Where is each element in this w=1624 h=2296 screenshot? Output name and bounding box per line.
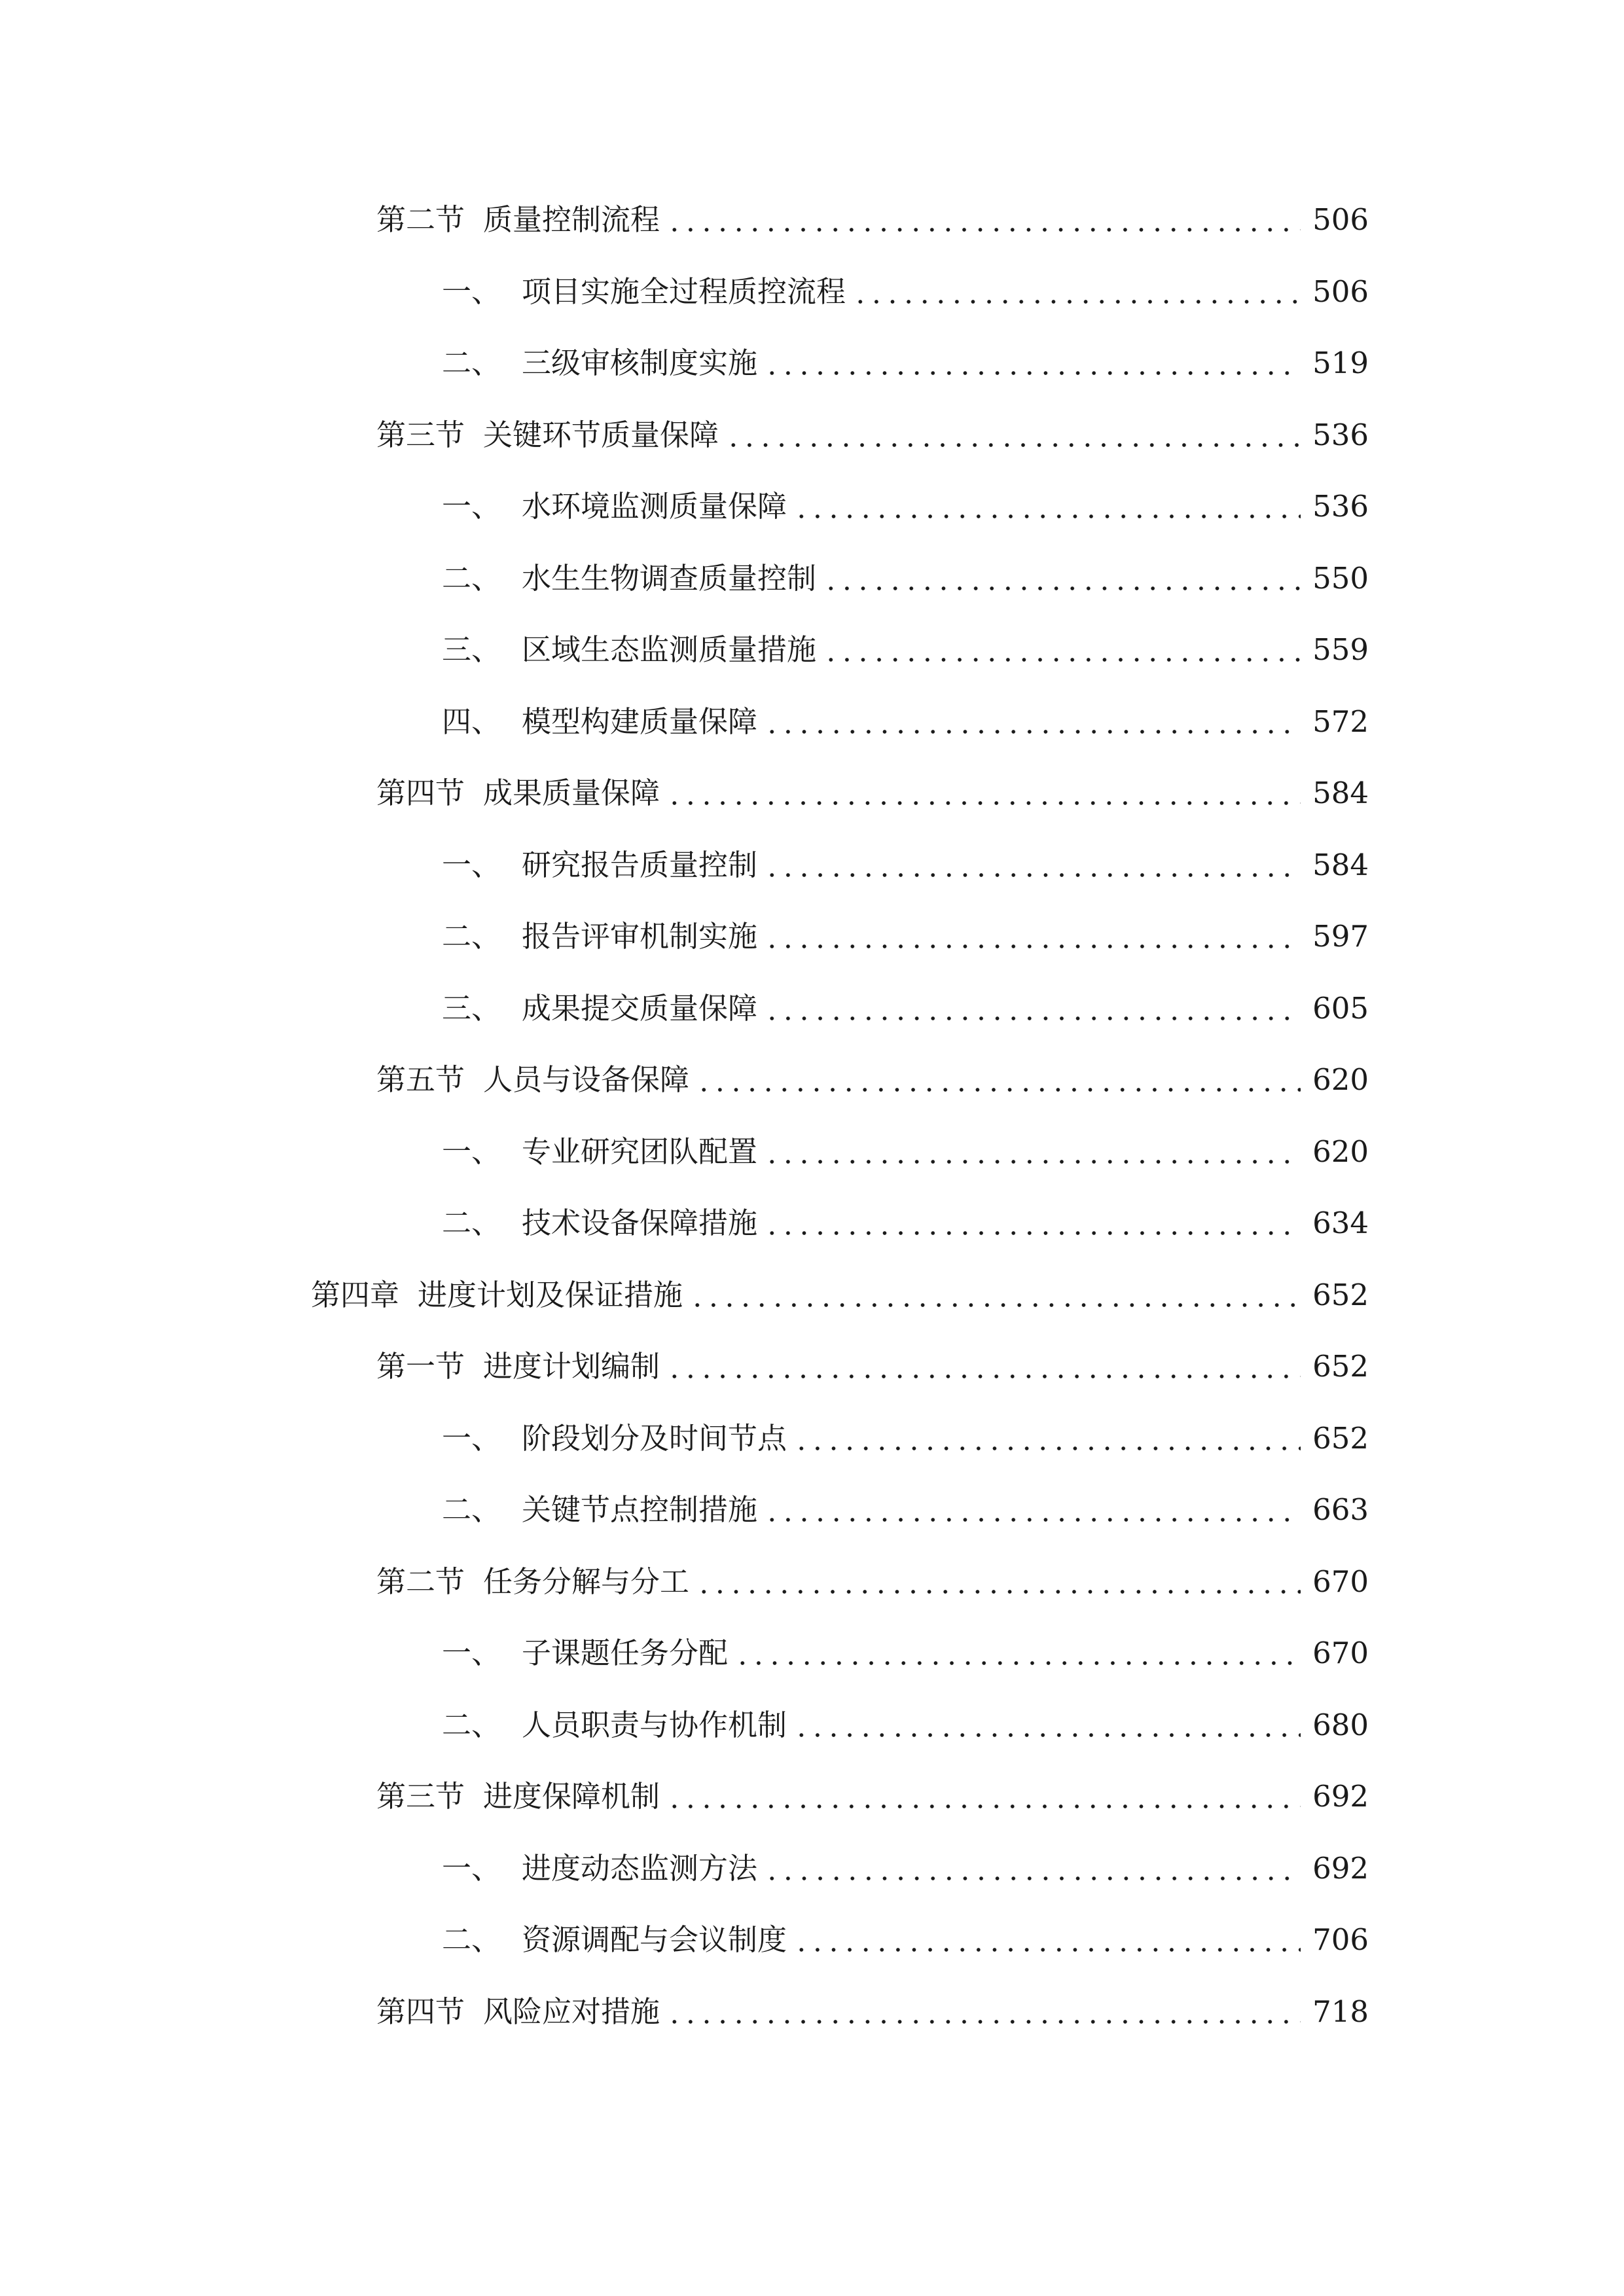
toc-entry-page: 692 xyxy=(1312,1779,1369,1814)
toc-entry-number: 二、 xyxy=(442,346,501,380)
toc-entry[interactable] xyxy=(442,266,1369,318)
toc-entry-number: 二、 xyxy=(442,919,501,954)
toc-entry-page: 550 xyxy=(1312,561,1369,596)
dot-leader xyxy=(764,1197,1301,1249)
dot-leader xyxy=(764,1842,1301,1895)
dot-leader xyxy=(764,1484,1301,1536)
dot-leader xyxy=(666,767,1301,819)
toc-entry[interactable] xyxy=(442,1412,1369,1465)
toc-entry[interactable] xyxy=(442,1914,1369,1966)
toc-entry[interactable] xyxy=(376,1340,1369,1393)
dot-leader xyxy=(696,1054,1301,1106)
toc-entry[interactable] xyxy=(442,1126,1369,1178)
toc-entry-number: 第四节 xyxy=(376,776,465,810)
toc-entry-title: 三级审核制度实施 xyxy=(522,346,758,380)
toc-entry-number: 二、 xyxy=(442,1492,501,1527)
toc-entry-page: 559 xyxy=(1312,632,1369,667)
dot-leader xyxy=(852,266,1301,318)
toc-entry-title: 人员职责与协作机制 xyxy=(522,1708,787,1742)
toc-entry-title: 项目实施全过程质控流程 xyxy=(522,274,846,309)
toc-entry-number: 一、 xyxy=(442,489,501,524)
toc-entry-page: 506 xyxy=(1312,202,1369,237)
toc-entry-number: 一、 xyxy=(442,848,501,882)
toc-entry-number: 一、 xyxy=(442,1421,501,1456)
toc-entry-page: 670 xyxy=(1312,1636,1369,1670)
toc-entry[interactable] xyxy=(442,1699,1369,1751)
toc-entry-page: 718 xyxy=(1312,1994,1369,2029)
toc-entry[interactable] xyxy=(376,1986,1369,2038)
dot-leader xyxy=(764,839,1301,891)
toc-entry[interactable] xyxy=(442,624,1369,676)
toc-entry[interactable] xyxy=(376,409,1369,461)
toc-entry-title: 质量控制流程 xyxy=(483,202,660,237)
toc-entry-number: 一、 xyxy=(442,274,501,309)
toc-entry[interactable] xyxy=(442,1484,1369,1536)
toc-entry-number: 一、 xyxy=(442,1636,501,1670)
toc-entry[interactable] xyxy=(442,337,1369,389)
toc-entry-title: 模型构建质量保障 xyxy=(522,704,758,739)
toc-entry[interactable] xyxy=(442,910,1369,963)
toc-entry-page: 680 xyxy=(1312,1708,1369,1742)
toc-entry[interactable] xyxy=(376,767,1369,819)
toc-entry-page: 536 xyxy=(1312,418,1369,452)
toc-entry-number: 三、 xyxy=(442,991,501,1026)
toc-entry-number: 一、 xyxy=(442,1851,501,1886)
dot-leader xyxy=(764,1126,1301,1178)
toc-entry[interactable] xyxy=(442,552,1369,605)
dot-leader xyxy=(823,624,1301,676)
toc-entry-number: 二、 xyxy=(442,561,501,596)
toc-entry-title: 任务分解与分工 xyxy=(483,1564,690,1599)
toc-entry-title: 关键节点控制措施 xyxy=(522,1492,758,1527)
toc-entry[interactable] xyxy=(442,696,1369,748)
toc-entry[interactable] xyxy=(442,1197,1369,1249)
toc-entry-number: 三、 xyxy=(442,632,501,667)
toc-entry-number: 一、 xyxy=(442,1134,501,1169)
toc-entry[interactable] xyxy=(442,982,1369,1035)
toc-entry-title: 阶段划分及时间节点 xyxy=(522,1421,787,1456)
toc-entry-title: 资源调配与会议制度 xyxy=(522,1922,787,1957)
toc-entry-number: 第一节 xyxy=(376,1349,465,1384)
toc-entry-number: 第四节 xyxy=(376,1994,465,2029)
dot-leader xyxy=(696,1556,1301,1608)
toc-entry-title: 子课题任务分配 xyxy=(522,1636,729,1670)
toc-entry-number: 二、 xyxy=(442,1922,501,1957)
toc-entry[interactable] xyxy=(442,1627,1369,1679)
dot-leader xyxy=(666,194,1301,246)
toc-entry[interactable] xyxy=(442,1842,1369,1895)
toc-entry-title: 成果提交质量保障 xyxy=(522,991,758,1026)
toc-entry-number: 二、 xyxy=(442,1206,501,1240)
toc-entry-page: 706 xyxy=(1312,1922,1369,1957)
toc-entry-title: 专业研究团队配置 xyxy=(522,1134,758,1169)
toc-entry-page: 652 xyxy=(1312,1349,1369,1384)
toc-entry-number: 第三节 xyxy=(376,1779,465,1814)
toc-entry-title: 关键环节质量保障 xyxy=(483,418,719,452)
toc-entry-number: 四、 xyxy=(442,704,501,739)
toc-entry[interactable] xyxy=(442,480,1369,533)
toc-entry[interactable] xyxy=(376,1556,1369,1608)
dot-leader xyxy=(793,1914,1301,1966)
toc-entry-page: 634 xyxy=(1312,1206,1369,1240)
dot-leader xyxy=(764,910,1301,963)
toc-entry-title: 区域生态监测质量措施 xyxy=(522,632,817,667)
dot-leader xyxy=(823,552,1301,605)
toc-entry-number: 第三节 xyxy=(376,418,465,452)
toc-entry-title: 成果质量保障 xyxy=(483,776,660,810)
toc-entry[interactable] xyxy=(376,1770,1369,1823)
toc-entry[interactable] xyxy=(311,1269,1369,1321)
toc-entry-title: 进度保障机制 xyxy=(483,1779,660,1814)
toc-entry[interactable] xyxy=(376,1054,1369,1106)
toc-entry-page: 652 xyxy=(1312,1278,1369,1312)
toc-entry-number: 第五节 xyxy=(376,1062,465,1097)
dot-leader xyxy=(764,337,1301,389)
toc-entry-page: 536 xyxy=(1312,489,1369,524)
toc-entry-number: 第二节 xyxy=(376,1564,465,1599)
toc-entry-page: 663 xyxy=(1312,1492,1369,1527)
toc-entry-page: 620 xyxy=(1312,1134,1369,1169)
dot-leader xyxy=(666,1340,1301,1393)
toc-entry-title: 技术设备保障措施 xyxy=(522,1206,758,1240)
toc-entry-page: 670 xyxy=(1312,1564,1369,1599)
dot-leader xyxy=(666,1986,1301,2038)
toc-entry-number: 第二节 xyxy=(376,202,465,237)
dot-leader xyxy=(689,1269,1301,1321)
dot-leader xyxy=(666,1770,1301,1823)
toc-entry-page: 584 xyxy=(1312,848,1369,882)
dot-leader xyxy=(725,409,1301,461)
toc-entry-page: 597 xyxy=(1312,919,1369,954)
dot-leader xyxy=(793,1699,1301,1751)
toc-entry-number: 二、 xyxy=(442,1708,501,1742)
toc-entry-title: 进度动态监测方法 xyxy=(522,1851,758,1886)
toc-entry-page: 519 xyxy=(1312,346,1369,380)
toc-entry-title: 进度计划及保证措施 xyxy=(418,1278,683,1312)
toc-entry-title: 水生生物调查质量控制 xyxy=(522,561,817,596)
toc-entry-page: 605 xyxy=(1312,991,1369,1026)
toc-entry-page: 584 xyxy=(1312,776,1369,810)
toc-entry-title: 风险应对措施 xyxy=(483,1994,660,2029)
dot-leader xyxy=(793,480,1301,533)
toc-entry-page: 692 xyxy=(1312,1851,1369,1886)
toc-entry-title: 人员与设备保障 xyxy=(483,1062,690,1097)
toc-entry-page: 506 xyxy=(1312,274,1369,309)
dot-leader xyxy=(793,1412,1301,1465)
toc-entry-page: 572 xyxy=(1312,704,1369,739)
toc-entry[interactable] xyxy=(376,194,1369,246)
toc-entry-title: 研究报告质量控制 xyxy=(522,848,758,882)
toc-entry-number: 第四章 xyxy=(311,1278,400,1312)
toc-entry-title: 报告评审机制实施 xyxy=(522,919,758,954)
dot-leader xyxy=(764,696,1301,748)
dot-leader xyxy=(764,982,1301,1035)
toc-entry[interactable] xyxy=(442,839,1369,891)
toc-entry-page: 652 xyxy=(1312,1421,1369,1456)
toc-entry-title: 进度计划编制 xyxy=(483,1349,660,1384)
toc-entry-page: 620 xyxy=(1312,1062,1369,1097)
toc-entry-title: 水环境监测质量保障 xyxy=(522,489,787,524)
dot-leader xyxy=(734,1627,1301,1679)
